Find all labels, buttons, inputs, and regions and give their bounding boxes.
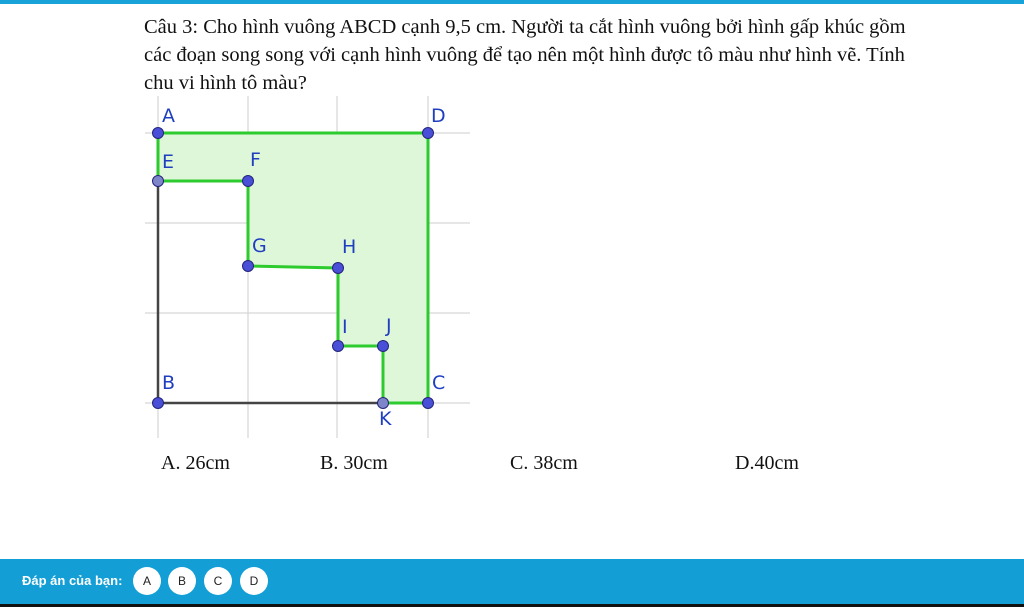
geometry-figure <box>140 96 485 441</box>
point-J <box>378 341 389 352</box>
option-c: C. 38cm <box>510 452 578 474</box>
answer-button-c[interactable]: C <box>204 567 232 595</box>
label-H: H <box>342 236 357 258</box>
point-H <box>333 263 344 274</box>
point-C <box>423 398 434 409</box>
point-F <box>243 176 254 187</box>
answer-options <box>0 452 1024 480</box>
point-A <box>153 128 164 139</box>
label-D: D <box>431 105 446 127</box>
label-K: K <box>379 408 392 430</box>
label-F: F <box>250 149 261 171</box>
point-I <box>333 341 344 352</box>
question-text: Câu 3: Cho hình vuông ABCD cạnh 9,5 cm. Người ta cắt hình vuông bởi hình gấp khúc gồm các đoạn song song với cạnh hình vuông để tạo nên một hình được tô màu như hình vẽ. Tính chu vi hình tô màu? <box>144 16 906 94</box>
point-B <box>153 398 164 409</box>
option-b: B. 30cm <box>320 452 388 474</box>
point-G <box>243 261 254 272</box>
label-J: J <box>386 315 392 337</box>
option-d: D.40cm <box>735 452 799 474</box>
top-accent-strip <box>0 0 1024 4</box>
label-A: A <box>162 105 175 127</box>
label-E: E <box>162 151 175 173</box>
answer-button-a[interactable]: A <box>133 567 161 595</box>
point-K <box>378 398 389 409</box>
answer-bar-label: Đáp án của bạn: <box>22 573 123 588</box>
point-D <box>423 128 434 139</box>
label-C: C <box>432 372 446 394</box>
point-E <box>153 176 164 187</box>
option-a: A. 26cm <box>161 452 230 474</box>
label-I: I <box>342 316 348 338</box>
label-B: B <box>162 372 176 394</box>
label-G: G <box>252 235 267 257</box>
answer-button-d[interactable]: D <box>240 567 268 595</box>
answer-bar <box>0 559 1024 607</box>
answer-button-b[interactable]: B <box>168 567 196 595</box>
